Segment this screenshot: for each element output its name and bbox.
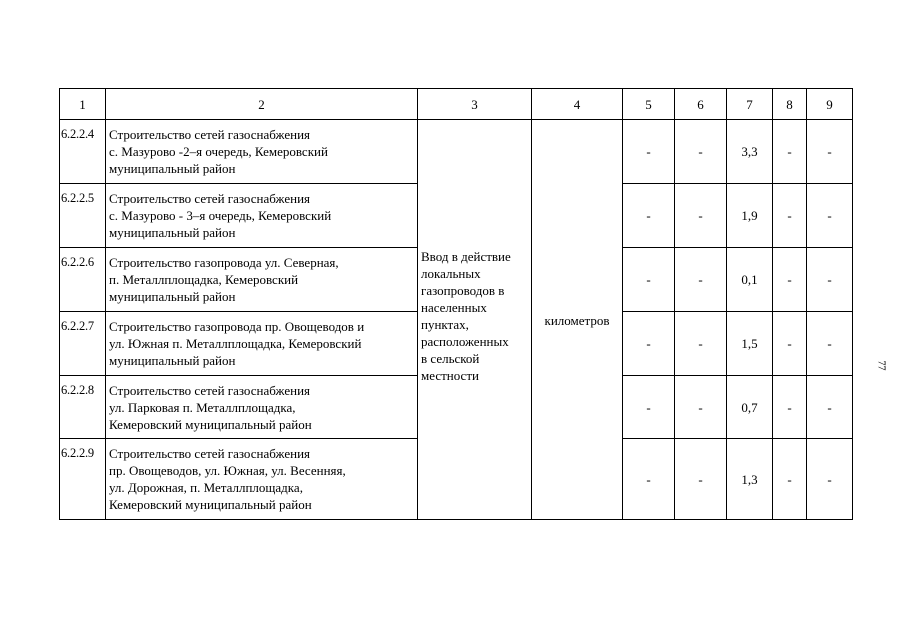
cell-col8: - bbox=[773, 184, 807, 248]
row-name bbox=[106, 439, 418, 520]
cell-col6: - bbox=[675, 248, 727, 312]
cell-col6: - bbox=[675, 120, 727, 184]
description-cell bbox=[418, 120, 532, 520]
column-header: 3 bbox=[418, 89, 532, 120]
cell-col9: - bbox=[807, 376, 853, 439]
description-line: местности bbox=[421, 368, 479, 383]
cell-col5: - bbox=[623, 312, 675, 376]
row-name-line: с. Мазурово -2–я очередь, Кемеровский bbox=[109, 144, 328, 159]
row-name-line: Строительство сетей газоснабжения bbox=[109, 191, 311, 206]
cell-col8: - bbox=[773, 312, 807, 376]
cell-col9: - bbox=[807, 120, 853, 184]
row-name-line: Строительство сетей газоснабжения bbox=[109, 127, 311, 142]
table-row bbox=[60, 120, 853, 184]
description-line: расположенных bbox=[421, 334, 509, 349]
row-code: 6.2.2.7 bbox=[60, 312, 106, 376]
row-code: 6.2.2.8 bbox=[60, 376, 106, 439]
row-name-line: п. Металлплощадка, Кемеровский bbox=[109, 272, 299, 287]
row-name-line: муниципальный район bbox=[109, 289, 236, 304]
row-name bbox=[106, 376, 418, 439]
cell-col9: - bbox=[807, 439, 853, 520]
column-header: 9 bbox=[807, 89, 853, 120]
cell-col9: - bbox=[807, 248, 853, 312]
row-name-line: Строительство сетей газоснабжения bbox=[109, 383, 311, 398]
cell-col6: - bbox=[675, 376, 727, 439]
column-header: 4 bbox=[532, 89, 623, 120]
cell-col7: 0,7 bbox=[727, 376, 773, 439]
row-name-line: муниципальный район bbox=[109, 161, 236, 176]
row-name-line: Кемеровский муниципальный район bbox=[109, 497, 312, 512]
cell-col6: - bbox=[675, 312, 727, 376]
row-name-line: муниципальный район bbox=[109, 225, 236, 240]
row-name-line: ул. Парковая п. Металлплощадка, bbox=[109, 400, 296, 415]
cell-col5: - bbox=[623, 184, 675, 248]
page-number: 77 bbox=[875, 360, 887, 371]
header-row bbox=[60, 89, 853, 120]
cell-col7: 1,3 bbox=[727, 439, 773, 520]
row-name-line: с. Мазурово - 3–я очередь, Кемеровский bbox=[109, 208, 332, 223]
cell-col5: - bbox=[623, 439, 675, 520]
row-name-line: ул. Дорожная, п. Металлплощадка, bbox=[109, 480, 303, 495]
cell-col6: - bbox=[675, 184, 727, 248]
column-header: 5 bbox=[623, 89, 675, 120]
description-line: пунктах, bbox=[421, 317, 469, 332]
row-name-line: пр. Овощеводов, ул. Южная, ул. Весенняя, bbox=[109, 463, 346, 478]
row-code: 6.2.2.5 bbox=[60, 184, 106, 248]
cell-col7: 1,9 bbox=[727, 184, 773, 248]
column-header: 1 bbox=[60, 89, 106, 120]
column-header: 8 bbox=[773, 89, 807, 120]
cell-col8: - bbox=[773, 439, 807, 520]
cell-col6: - bbox=[675, 439, 727, 520]
row-name-line: ул. Южная п. Металлплощадка, Кемеровский bbox=[109, 336, 362, 351]
row-name-line: муниципальный район bbox=[109, 353, 236, 368]
cell-col9: - bbox=[807, 184, 853, 248]
row-name bbox=[106, 312, 418, 376]
row-code: 6.2.2.4 bbox=[60, 120, 106, 184]
row-name bbox=[106, 248, 418, 312]
row-name-line: Строительство газопровода ул. Северная, bbox=[109, 255, 339, 270]
cell-col5: - bbox=[623, 248, 675, 312]
cell-col5: - bbox=[623, 120, 675, 184]
cell-col7: 0,1 bbox=[727, 248, 773, 312]
unit-cell: километров bbox=[532, 120, 623, 520]
cell-col8: - bbox=[773, 376, 807, 439]
data-table bbox=[59, 88, 853, 520]
cell-col8: - bbox=[773, 248, 807, 312]
cell-col8: - bbox=[773, 120, 807, 184]
row-name bbox=[106, 120, 418, 184]
row-name-line: Строительство сетей газоснабжения bbox=[109, 446, 311, 461]
cell-col9: - bbox=[807, 312, 853, 376]
row-name-line: Кемеровский муниципальный район bbox=[109, 417, 312, 432]
description-line: Ввод в действие bbox=[421, 249, 511, 264]
description-line: в сельской bbox=[421, 351, 480, 366]
column-header: 6 bbox=[675, 89, 727, 120]
row-code: 6.2.2.9 bbox=[60, 439, 106, 520]
column-header: 2 bbox=[106, 89, 418, 120]
row-code: 6.2.2.6 bbox=[60, 248, 106, 312]
row-name-line: Строительство газопровода пр. Овощеводов и bbox=[109, 319, 365, 334]
description-line: газопроводов в bbox=[421, 283, 505, 298]
cell-col5: - bbox=[623, 376, 675, 439]
description-line: населенных bbox=[421, 300, 487, 315]
cell-col7: 3,3 bbox=[727, 120, 773, 184]
column-header: 7 bbox=[727, 89, 773, 120]
row-name bbox=[106, 184, 418, 248]
cell-col7: 1,5 bbox=[727, 312, 773, 376]
description-line: локальных bbox=[421, 266, 481, 281]
